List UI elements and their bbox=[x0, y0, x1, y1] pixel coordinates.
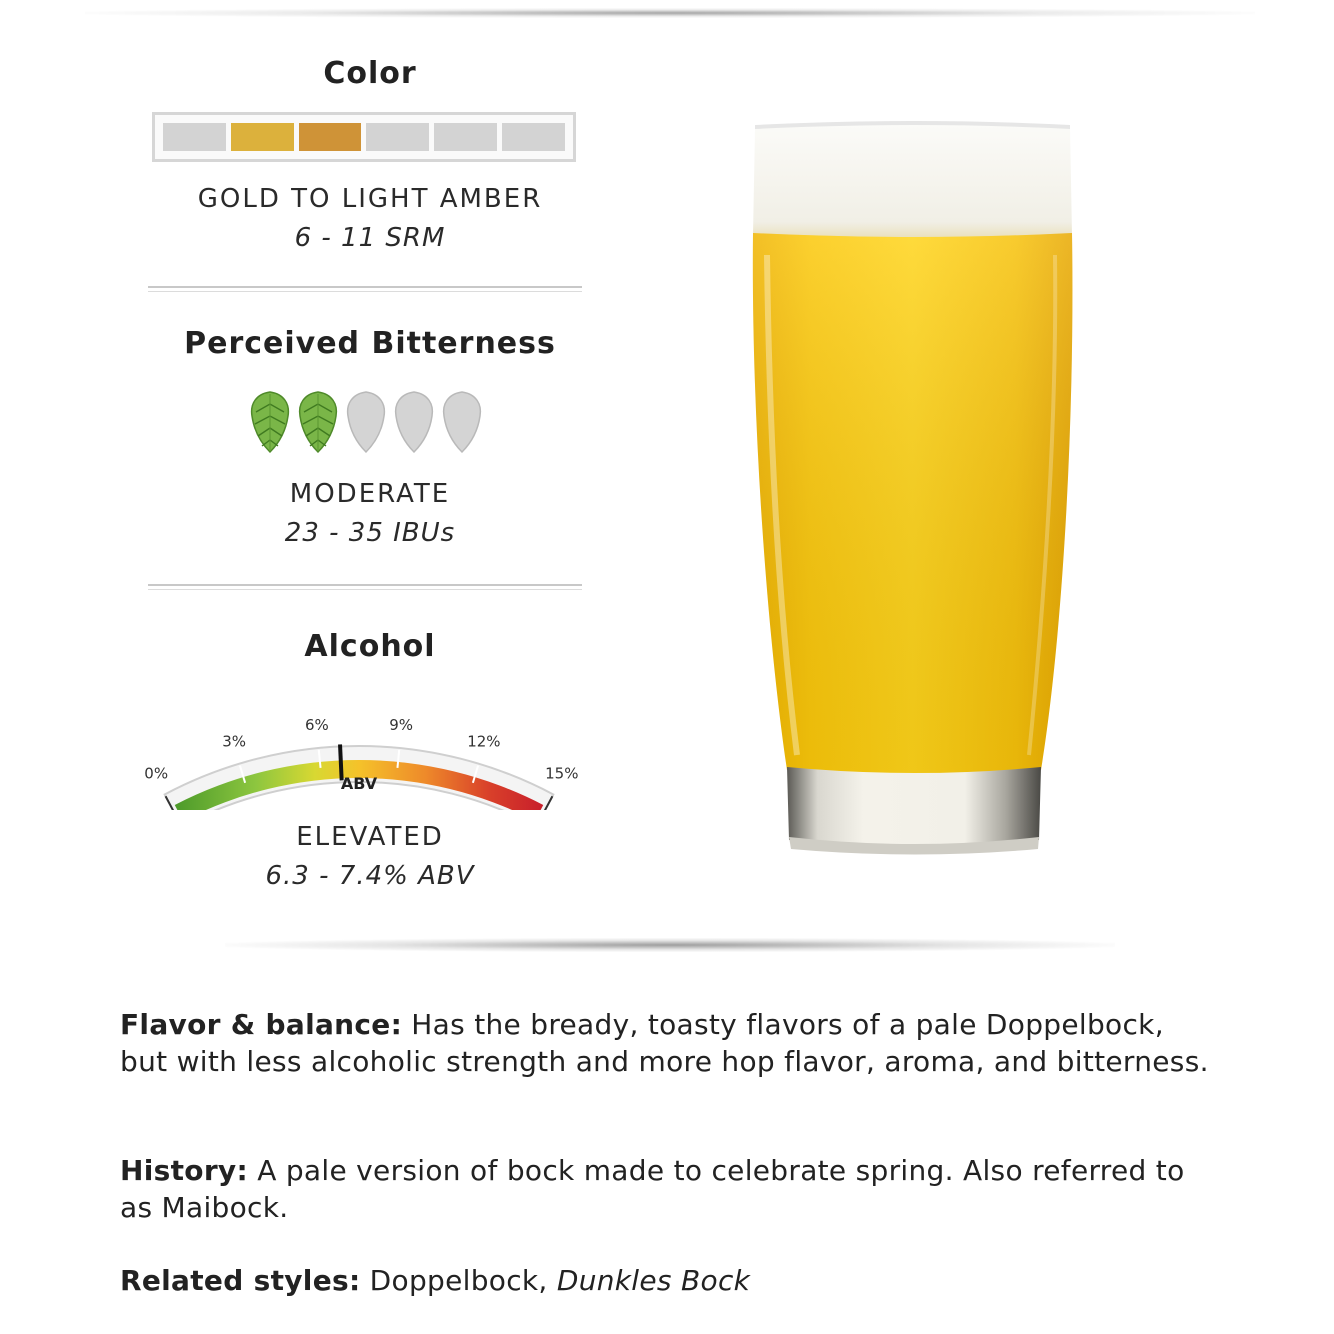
hop-icon-filled bbox=[252, 392, 289, 452]
history-text: A pale version of bock made to celebrate spring. Also referred to as Maibock. bbox=[120, 1154, 1185, 1224]
gauge-tick-label: 3% bbox=[222, 732, 247, 751]
srm-swatch bbox=[163, 123, 226, 151]
srm-swatch bbox=[434, 123, 497, 151]
related-label: Related styles: bbox=[120, 1264, 361, 1297]
section-divider-shadow bbox=[225, 938, 1115, 952]
gauge-tick-label: 9% bbox=[389, 716, 414, 735]
related-style-doppelbock: Doppelbock, bbox=[369, 1264, 548, 1297]
hop-icon-empty bbox=[396, 392, 433, 452]
abv-range: 6.3 - 7.4% ABV bbox=[265, 861, 475, 891]
gauge-tick-label: 0% bbox=[144, 764, 169, 783]
alcohol-description: ELEVATED bbox=[296, 822, 444, 852]
gauge-tick-label: 15% bbox=[545, 764, 579, 783]
bitterness-title: Perceived Bitterness bbox=[184, 326, 556, 361]
history-paragraph bbox=[120, 1152, 1220, 1226]
related-styles-paragraph bbox=[120, 1262, 1220, 1299]
hop-icon-empty bbox=[444, 392, 481, 452]
gauge-tick-label: 12% bbox=[467, 732, 501, 751]
srm-swatch bbox=[366, 123, 429, 151]
flavor-label: Flavor & balance: bbox=[120, 1008, 403, 1041]
srm-color-bar bbox=[152, 112, 576, 162]
hop-icon-filled bbox=[300, 392, 337, 452]
flavor-paragraph bbox=[120, 1006, 1220, 1080]
section-divider bbox=[148, 584, 582, 590]
beer-glass-image bbox=[745, 115, 1085, 860]
hop-rating bbox=[248, 390, 488, 454]
history-label: History: bbox=[120, 1154, 248, 1187]
related-style-dunkles-bock: Dunkles Bock bbox=[556, 1264, 751, 1297]
section-divider bbox=[148, 286, 582, 292]
srm-swatch bbox=[502, 123, 565, 151]
flavor-text: Has the bready, toasty flavors of a pale Doppelbock, but with less alcoholic strength and more hop flavor, aroma, and bitterness. bbox=[120, 1008, 1209, 1078]
srm-range: 6 - 11 SRM bbox=[294, 223, 446, 253]
abv-gauge-label: ABV bbox=[340, 774, 378, 793]
bitterness-description: MODERATE bbox=[289, 479, 451, 509]
gauge-tick-label: 6% bbox=[304, 716, 329, 735]
srm-swatch bbox=[231, 123, 294, 151]
color-description: GOLD TO LIGHT AMBER bbox=[197, 184, 543, 214]
top-divider bbox=[85, 8, 1255, 18]
alcohol-title: Alcohol bbox=[304, 629, 436, 664]
srm-swatch bbox=[299, 123, 362, 151]
color-title: Color bbox=[323, 56, 417, 91]
abv-gauge bbox=[140, 690, 600, 810]
hop-icon-empty bbox=[348, 392, 385, 452]
ibu-range: 23 - 35 IBUs bbox=[284, 518, 456, 548]
